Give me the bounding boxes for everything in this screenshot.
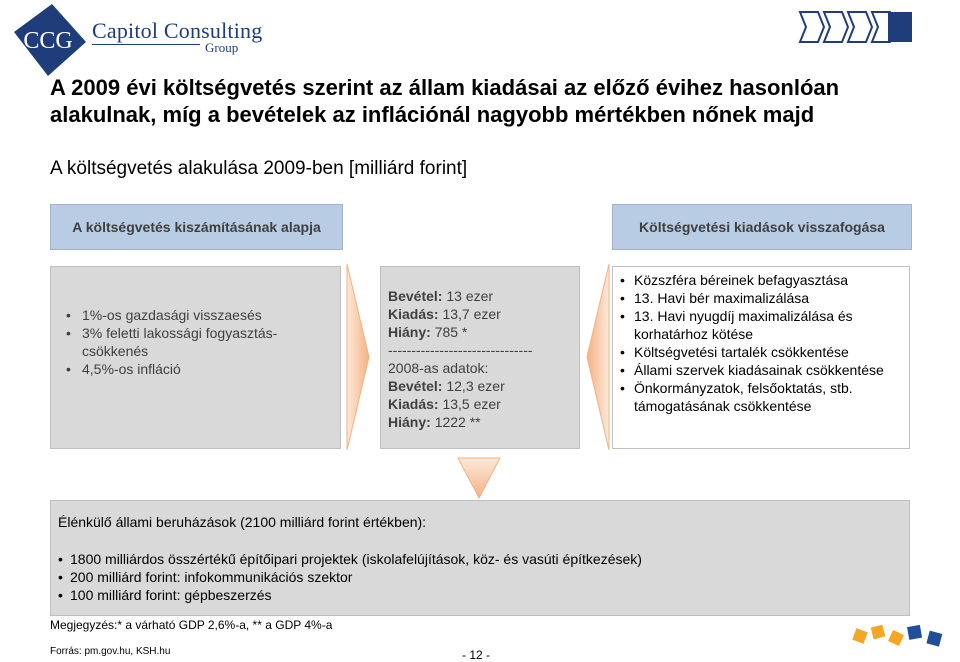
arrow-right-icon <box>343 262 373 452</box>
logo-name: Capitol Consulting <box>92 18 263 43</box>
header-spending-cuts: Költségvetési kiadások visszafogása <box>612 204 912 250</box>
list-item: • 1800 milliárdos összértékű építőipari projektek (iskolafelújítások, köz- és vasúti építkezések) <box>58 550 898 568</box>
arrow-left-icon <box>583 262 613 452</box>
logo-subtitle: Group <box>205 40 239 55</box>
spending-cuts-list <box>620 271 905 415</box>
page-title: A 2009 évi költségvetés szerint az állam kiadásai az előző évihez hasonlóan alakulnak, míg a bevételek az inflációnál nagyobb mértékben nőnek majd <box>50 75 840 127</box>
budget-basis-list <box>66 306 331 378</box>
header-budget-basis: A költségvetés kiszámításának alapja <box>50 204 343 250</box>
ccg-logo-icon <box>8 2 88 78</box>
list-item: • Önkormányzatok, felsőoktatás, stb. támogatásának csökkentése <box>620 379 905 415</box>
list-item: • 4,5%-os infláció <box>66 360 331 378</box>
separator-line: ------------------------------- <box>388 342 533 358</box>
list-item: • 13. Havi nyugdíj maximalizálása és korhatárhoz kötése <box>620 307 905 343</box>
footnote: Megjegyzés:* a várható GDP 2,6%-a, ** a GDP 4%-a <box>50 618 333 632</box>
deficit-line: Hiány: 785 * <box>388 324 468 340</box>
list-item: • Költségvetési tartalék csökkentése <box>620 343 905 361</box>
prev-deficit-line: Hiány: 1222 ** <box>388 414 481 430</box>
prev-expenditure-line: Kiadás: 13,5 ezer <box>388 396 501 412</box>
prev-year-title: 2008-as adatok: <box>388 360 489 376</box>
arrow-down-icon <box>456 456 502 500</box>
prev-revenue-line: Bevétel: 12,3 ezer <box>388 378 505 394</box>
list-item: • 100 milliárd forint: gépbeszerzés <box>58 586 898 604</box>
public-investment-list <box>58 550 898 604</box>
list-item: • 13. Havi bér maximalizálása <box>620 289 905 307</box>
public-investment-heading: Élénkülő állami beruházások (2100 milliárd forint értékben): <box>58 514 427 530</box>
list-item: • Állami szervek kiadásainak csökkentése <box>620 361 905 379</box>
logo-rule <box>92 44 200 45</box>
page-number: - 12 - <box>462 648 491 662</box>
list-item: • 3% feletti lakossági fogyasztás-csökkenés <box>66 324 331 360</box>
page-subtitle: A költségvetés alakulása 2009-ben [milliárd forint] <box>50 158 468 179</box>
revenue-line: Bevétel: 13 ezer <box>388 288 494 304</box>
source-line: Forrás: pm.gov.hu, KSH.hu <box>50 646 171 657</box>
budget-figures <box>388 287 576 431</box>
logo-initials: CCG <box>23 28 73 54</box>
list-item: • Közszféra béreinek befagyasztása <box>620 271 905 289</box>
expenditure-line: Kiadás: 13,7 ezer <box>388 306 501 322</box>
list-item: • 200 milliárd forint: infokommunikációs szektor <box>58 568 898 586</box>
decorative-squares-icon <box>852 622 952 656</box>
chevron-arrows-icon <box>796 8 916 46</box>
list-item: • 1%-os gazdasági visszaesés <box>66 306 331 324</box>
